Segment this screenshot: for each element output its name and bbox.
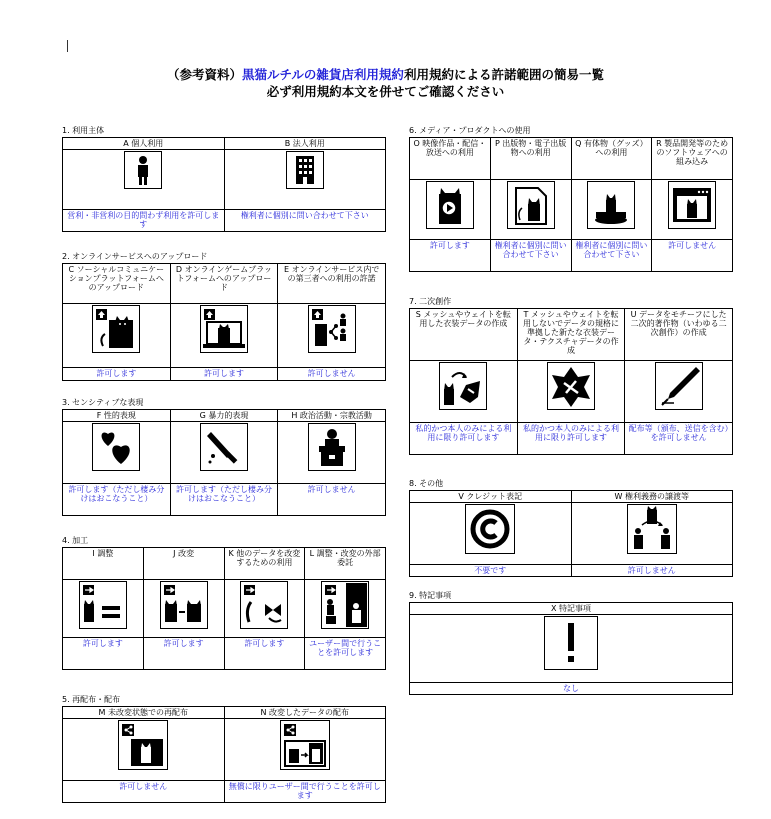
hearts-icon — [92, 423, 140, 471]
title-prefix: （参考資料） — [167, 67, 243, 82]
section-9-special-notes — [409, 591, 733, 695]
person-icon — [124, 151, 162, 189]
col-result: 許可します（ただし棲み分けはおこなうこと） — [170, 484, 278, 516]
col-label: S メッシュやウェイトを転用した衣装データの作成 — [410, 309, 518, 361]
col-result: なし — [410, 683, 733, 695]
transfer-rights-icon — [627, 504, 677, 554]
building-icon — [286, 151, 324, 189]
publication-icon — [507, 181, 555, 229]
modify-icon — [160, 581, 208, 629]
col-result: 許可しません — [63, 781, 225, 803]
col-label: Q 有体物（グッズ）への利用 — [571, 138, 652, 180]
section-1-usage-subject — [62, 126, 386, 232]
new-costume-icon — [547, 362, 595, 410]
col-label: N 改変したデータの配布 — [224, 707, 386, 719]
section-title: 2. オンラインサービスへのアップロード — [62, 252, 208, 261]
col-label: U データをモチーフにした二次的著作物（いわゆる二次創作）の作成 — [625, 309, 733, 361]
col-result: 私的かつ本人のみによる利用に限り許可します — [410, 423, 518, 455]
section-7-derivative-works — [409, 297, 733, 455]
section-title: 1. 利用主体 — [62, 126, 105, 135]
col-result: 私的かつ本人のみによる利用に限り許可します — [517, 423, 625, 455]
col-label: J 改変 — [143, 548, 224, 580]
section-title: 7. 二次創作 — [409, 297, 452, 306]
col-result: 許可します — [143, 638, 224, 670]
col-result: 配布等（頒布、送信を含む）を許可しません — [625, 423, 733, 455]
software-icon — [668, 181, 716, 229]
col-label: C ソーシャルコミュニケーションプラットフォームへのアップロード — [63, 264, 171, 304]
exclamation-icon — [544, 616, 598, 670]
col-label: I 調整 — [63, 548, 144, 580]
col-result: 許可しません — [278, 484, 386, 516]
title-suffix: 利用規約による許諾範囲の簡易一覧 — [403, 67, 604, 82]
section-5-redistribution — [62, 695, 386, 803]
section-title: 4. 加工 — [62, 536, 89, 545]
page-title — [0, 66, 771, 100]
col-result: 不要です — [410, 565, 572, 577]
col-label: H 政治活動・宗教活動 — [278, 410, 386, 422]
distribute-modified-icon — [280, 720, 330, 770]
col-result: 無償に限りユーザー間で行うことを許可します — [224, 781, 386, 803]
col-label: K 他のデータを改変するための利用 — [224, 548, 305, 580]
text-cursor — [67, 40, 68, 52]
knife-icon — [200, 423, 248, 471]
upload-monitor-cat-icon — [200, 305, 248, 353]
col-result: 許可します — [170, 368, 278, 381]
section-2-online-upload — [62, 252, 386, 381]
pen-icon — [655, 362, 703, 410]
section-3-sensitive — [62, 398, 386, 516]
col-label: A 個人利用 — [63, 138, 225, 150]
section-title: 9. 特記事項 — [409, 591, 452, 600]
col-label: E オンラインサービス内での第三者への利用の許諾 — [278, 264, 386, 304]
col-result: 許可します — [224, 638, 305, 670]
col-result: 許可します — [63, 368, 171, 381]
col-result: 権利者に個別に問い合わせて下さい — [571, 240, 652, 272]
upload-cat-icon — [92, 305, 140, 353]
col-label: L 調整・改変の外部委託 — [305, 548, 386, 580]
col-result: 営利・非営利の目的問わず利用を許可します — [63, 210, 225, 232]
col-result: ユーザー間で行うことを許可します — [305, 638, 386, 670]
col-label: T メッシュやウェイトを転用しないでデータの規格に準拠した新たな衣装データ・テクスチャデータの作成 — [517, 309, 625, 361]
podium-icon — [308, 423, 356, 471]
combine-icon — [240, 581, 288, 629]
col-result: 権利者に個別に問い合わせて下さい — [490, 240, 571, 272]
col-label: O 映像作品・配信・放送への利用 — [410, 138, 491, 180]
col-label: G 暴力的表現 — [170, 410, 278, 422]
col-label: R 製品開発等のためのソフトウェアへの組み込み — [652, 138, 733, 180]
col-label: X 特記事項 — [410, 603, 733, 615]
section-title: 5. 再配布・配布 — [62, 695, 121, 704]
adjust-icon — [79, 581, 127, 629]
col-label: B 法人利用 — [224, 138, 386, 150]
col-label: F 性的表現 — [63, 410, 171, 422]
col-label: P 出版物・電子出版物への利用 — [490, 138, 571, 180]
section-title: 3. センシティブな表現 — [62, 398, 144, 407]
terms-link[interactable]: 黒猫ルチルの雑貨店利用規約 — [242, 67, 404, 82]
redistribute-icon — [118, 720, 168, 770]
section-6-media-products — [409, 126, 733, 272]
col-label: W 権利義務の譲渡等 — [571, 491, 733, 503]
col-label: M 未改変状態での再配布 — [63, 707, 225, 719]
section-title: 6. メディア・プロダクトへの使用 — [409, 126, 531, 135]
col-result: 許可します（ただし棲み分けはおこなうこと） — [63, 484, 171, 516]
col-result: 許可しません — [278, 368, 386, 381]
col-label: D オンラインゲームプラットフォームへのアップロード — [170, 264, 278, 304]
section-8-other — [409, 479, 733, 577]
col-label: V クレジット表記 — [410, 491, 572, 503]
col-result: 許可します — [63, 638, 144, 670]
col-result: 許可しません — [571, 565, 733, 577]
copyright-icon — [465, 504, 515, 554]
section-4-processing — [62, 536, 386, 670]
upload-share-icon — [308, 305, 356, 353]
col-result: 許可します — [410, 240, 491, 272]
section-title: 8. その他 — [409, 479, 444, 488]
video-icon — [426, 181, 474, 229]
title-line2: 必ず利用規約本文を併せてご確認ください — [266, 84, 505, 99]
col-result: 権利者に個別に問い合わせて下さい — [224, 210, 386, 232]
outsource-icon — [321, 581, 369, 629]
goods-icon — [587, 181, 635, 229]
col-result: 許可しません — [652, 240, 733, 272]
mesh-transfer-icon — [439, 362, 487, 410]
